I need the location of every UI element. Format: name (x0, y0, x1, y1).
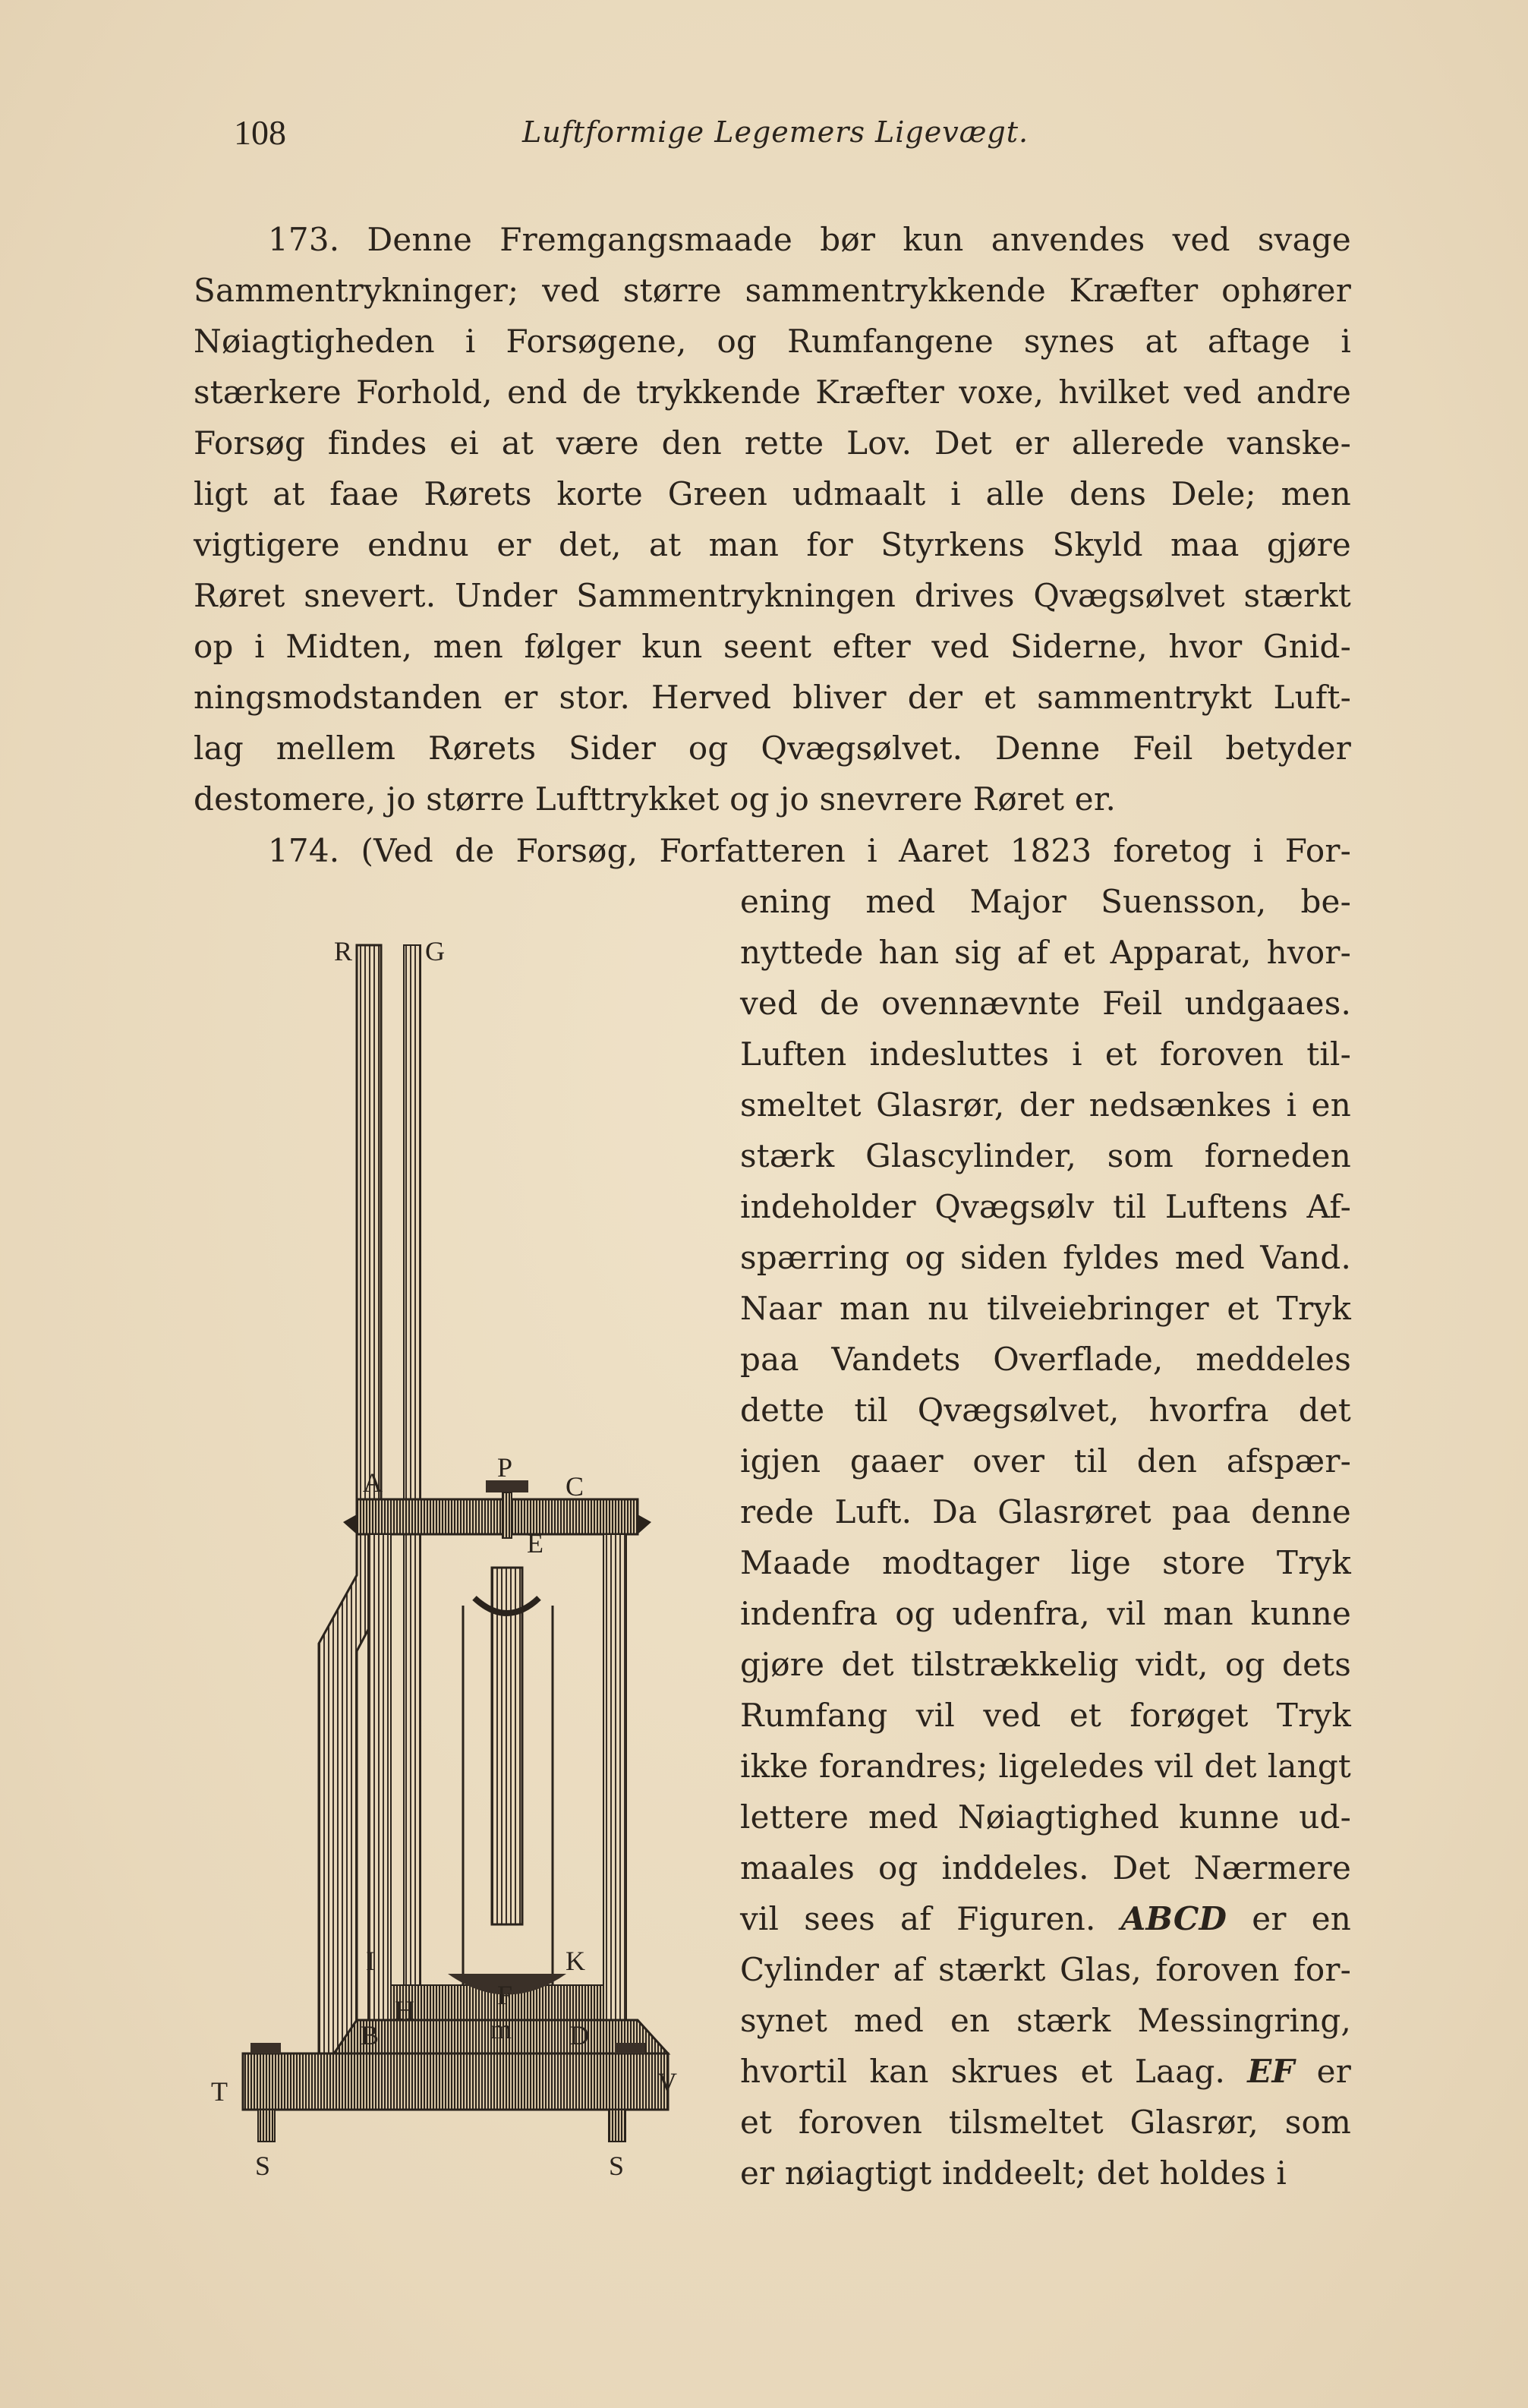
text-line (740, 2046, 1351, 2097)
text-line: igjen gaaer over til den afspær- (740, 1442, 1351, 1480)
text-line: lag mellem Rørets Sider og Qvægsølvet. Denne Feil betyder (194, 730, 1351, 767)
inner-tube-ef (492, 1568, 522, 1924)
label-s-left: S (255, 2151, 271, 2181)
label-v: V (657, 2067, 677, 2098)
page-number: 108 (234, 113, 286, 152)
text-line: lettere med Nøiagtighed kunne ud- (740, 1798, 1351, 1836)
label-m: m (490, 2014, 512, 2044)
label-h: H (395, 1995, 414, 2025)
text-line: synet med en stærk Messingring, (740, 2002, 1351, 2039)
text-line: rede Luft. Da Glasrøret paa denne (740, 1493, 1351, 1530)
text-line: spærring og siden fyldes med Vand. (740, 1239, 1351, 1276)
text-line: ved de ovennævnte Feil undgaaes. (740, 985, 1351, 1022)
text-line: Nøiagtigheden i Forsøgene, og Rumfangene synes at aftage i (194, 323, 1351, 360)
label-c: C (566, 1471, 584, 1502)
screw-foot-left (258, 2110, 275, 2142)
running-title: Luftformige Legemers Ligevægt. (522, 115, 1029, 149)
text-line: paa Vandets Overflade, meddeles (740, 1341, 1351, 1378)
text-line: Forsøg findes ei at være den rette Lov. Det er allerede vanske- (194, 424, 1351, 462)
text-line: stærk Glascylinder, som forneden (740, 1137, 1351, 1174)
text-line (740, 1893, 1351, 1944)
text-line: Sammentrykninger; ved større sammentrykkende Kræfter ophører (194, 272, 1351, 309)
text-line: Maade modtager lige store Tryk (740, 1544, 1351, 1581)
text-line: indenfra og udenfra, vil man kunne (740, 1595, 1351, 1632)
text-line: smeltet Glasrør, der nedsænkes i en (740, 1086, 1351, 1124)
text-span: er (1316, 2053, 1351, 2090)
text-line: op i Midten, men følger kun seent efter ved Siderne, hvor Gnid- (194, 628, 1351, 665)
text-line: maales og inddeles. Det Nærmere (740, 1849, 1351, 1886)
label-b: B (361, 2020, 380, 2050)
text-line: dette til Qvægsølvet, hvorfra det (740, 1392, 1351, 1429)
label-d: D (569, 2020, 589, 2050)
text-span: hvortil kan skrues et Laag. (740, 2053, 1226, 2090)
glass-cylinder-right (603, 1534, 626, 2020)
text-line: ening med Major Suensson, be- (740, 883, 1351, 920)
apparatus-illustration (205, 922, 698, 2205)
text-line: 173. Denne Fremgangsmaade bør kun anvendes ved svage (268, 221, 1351, 258)
text-line: vigtigere endnu er det, at man for Styrkens Skyld maa gjøre (194, 526, 1351, 563)
text-line: Rumfang vil ved et forøget Tryk (740, 1697, 1351, 1734)
text-line: 174. (Ved de Forsøg, Forfatteren i Aaret 1823 foretog i For- (268, 832, 1351, 869)
text-line: ligt at faae Rørets korte Green udmaalt i alle dens Dele; men (194, 475, 1351, 512)
paragraph-174-first-line (194, 825, 1351, 876)
label-e: E (527, 1528, 543, 1559)
base-board (243, 2053, 668, 2110)
text-line: indeholder Qvægsølv til Luftens Af- (740, 1188, 1351, 1225)
text-line: nyttede han sig af et Apparat, hvor- (740, 934, 1351, 971)
brass-ring (357, 1499, 638, 1534)
label-g: G (425, 936, 445, 966)
text-line: gjøre det tilstrækkelig vidt, og dets (740, 1646, 1351, 1683)
page-header (234, 112, 1346, 158)
text-line: ningsmodstanden er stor. Herved bliver der et sammentrykt Luft- (194, 679, 1351, 716)
label-i: I (366, 1946, 375, 1976)
label-p: P (497, 1452, 513, 1483)
label-s-right: S (609, 2151, 625, 2181)
text-line: Luften indesluttes i et foroven til- (740, 1035, 1351, 1073)
label-r: R (334, 936, 353, 966)
text-line: et foroven tilsmeltet Glasrør, som (740, 2104, 1351, 2141)
label-a: A (363, 1467, 383, 1498)
text-span: vil sees af Figuren. (740, 1900, 1096, 1937)
text-line: stærkere Forhold, end de trykkende Kræfter voxe, hvilket ved andre (194, 373, 1351, 411)
text-line: er nøiagtigt inddeelt; det holdes i (740, 2154, 1287, 2192)
label-f: F (497, 1980, 513, 2010)
text-span: er en (1252, 1900, 1351, 1937)
paragraph-173 (194, 214, 1351, 824)
label-k: K (566, 1946, 585, 1976)
text-line: ikke forandres; ligeledes vil det langt (740, 1748, 1351, 1785)
text-line: destomere, jo større Lufttrykket og jo snevrere Røret er. (194, 780, 1117, 818)
label-t: T (211, 2076, 228, 2107)
text-line: Cylinder af stærkt Glas, foroven for- (740, 1951, 1351, 1988)
apparatus-figure (205, 922, 698, 2205)
paragraph-174-column (740, 876, 1351, 2198)
text-line: Naar man nu tilveiebringer et Tryk (740, 1290, 1351, 1327)
emphasis-ef: EF (1247, 2053, 1295, 2090)
text-line: Røret snevert. Under Sammentrykningen drives Qvægsølvet stærkt (194, 577, 1351, 614)
screw-foot-right (609, 2110, 625, 2142)
emphasis-abcd: ABCD (1120, 1900, 1227, 1937)
